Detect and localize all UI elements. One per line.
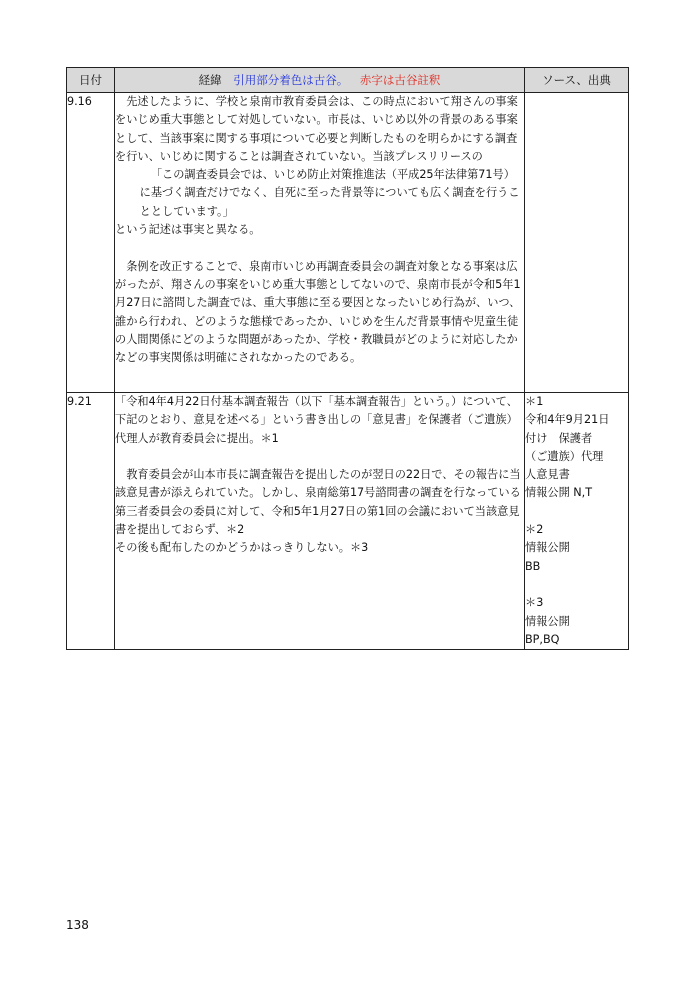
- paragraph: 「令和4年4月22日付基本調査報告（以下「基本調査報告」という。）について、下記のとおり、意見を述べる」という書き出しの「意見書」を保護者（ご遺族）代理人が教育委員会に提出。＊1: [115, 395, 518, 445]
- row-source: [525, 93, 629, 393]
- table-row: [67, 393, 629, 650]
- row-date: 9.21: [67, 393, 115, 650]
- page-number: 138: [66, 918, 89, 932]
- source-note-mark: ＊2: [525, 523, 544, 537]
- row-body: [115, 93, 525, 393]
- row-source: [525, 393, 629, 650]
- source-note-line: 付け 保護者: [525, 431, 593, 445]
- table-header-row: [67, 68, 629, 93]
- paragraph: 条例を改正することで、泉南市いじめ再調査委員会の調査対象となる事案は広がったが、翔さんの事案をいじめ重大事態としてないので、泉南市長が令和5年1月27日に諮問した調査では、重大事態に至る要因となったいじめ行為が、いつ、誰から行われ、どのような態様であったか、いじめを生んだ背景事情や児童生徒の人間関係にどのような問題があったか、学校・教職員がどのように対応したかなどの事実関係は明確にされなかったのである。: [115, 259, 521, 365]
- header-body-label: 経緯: [198, 72, 222, 87]
- source-note-line: 人意見書: [525, 468, 570, 482]
- row-body: [115, 393, 525, 650]
- row-date: 9.16: [67, 93, 115, 393]
- source-note-line: BP,BQ: [525, 632, 560, 646]
- legend-blue-note: 引用部分着色は古谷。: [233, 72, 349, 87]
- paragraph: という記述は事実と異なる。: [115, 223, 261, 237]
- chronology-table: [66, 67, 629, 650]
- paragraph: 先述したように、学校と泉南市教育委員会は、この時点において翔さんの事案をいじめ重大事態として対処していない。市長は、いじめ以外の背景のある事案として、当該事案に関する事項について必要と判断したものを明らかにする調査を行い、いじめに関することは調査されていない。当該プレスリリースの: [115, 95, 518, 163]
- paragraph: その後も配布したのかどうかはっきりしない。＊3: [115, 541, 369, 555]
- source-note-line: 情報公開: [525, 614, 570, 628]
- table-row: [67, 93, 629, 393]
- source-note-line: 情報公開: [525, 541, 570, 555]
- header-date: 日付: [67, 68, 115, 93]
- quoted-paragraph: 「この調査委員会では、いじめ防止対策推進法（平成25年法律第71号）に基づく調査だけでなく、自死に至った背景等についても広く調査を行うこととしています。」: [139, 168, 520, 218]
- source-note-line: （ご遺族）代理: [525, 449, 604, 463]
- source-note-line: 情報公開 N,T: [525, 486, 593, 500]
- paragraph: 教育委員会が山本市長に調査報告を提出したのが翌日の22日で、その報告に当該意見書が添えられていた。しかし、泉南総第17号諮問書の調査を行なっている第三者委員会の委員に対して、令和5年1月27日の第1回の会議において当該意見書を提出しておらず、＊2: [115, 468, 521, 537]
- header-source: ソース、出典: [525, 68, 629, 93]
- source-note-line: 令和4年9月21日: [525, 413, 610, 427]
- source-note-mark: ＊3: [525, 596, 544, 610]
- source-note-mark: ＊1: [525, 395, 544, 408]
- legend-red-note: 赤字は古谷註釈: [359, 72, 441, 87]
- source-note-line: BB: [525, 559, 541, 573]
- header-body: [115, 68, 525, 93]
